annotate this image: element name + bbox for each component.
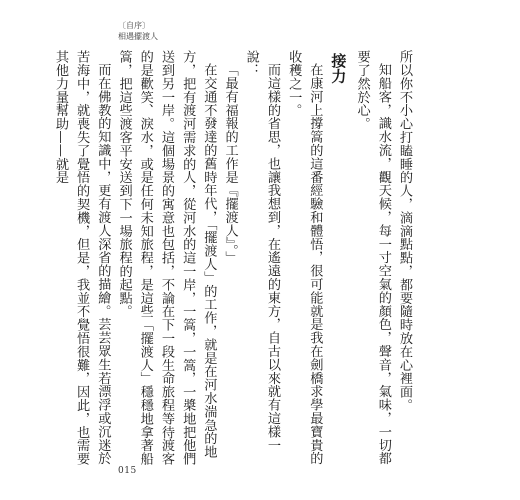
paragraph: 所以你不小心打瞌睡的人，滴滴點點，都要隨時放在心裡面。 bbox=[397, 50, 412, 412]
paragraph: 而在佛教的知識中，更有渡人深省的描繪。芸芸眾生若漂浮或沉迷於苦海中，就喪失了覺悟的契機，但是，我並不覺悟很難，因此，也需要其他力量幫助——就是 bbox=[52, 50, 111, 466]
quote-paragraph: 「最有福報的工作是『擺渡人』。」 bbox=[222, 63, 238, 265]
paragraph: 在康河上撐篙的這番經驗和體悟，很可能就是我在劍橋求學最寶貴的收穫之一。 bbox=[286, 50, 323, 466]
body-text bbox=[52, 50, 415, 470]
page-number: 015 bbox=[118, 466, 137, 476]
running-head-title: 相遇擺渡人 bbox=[118, 32, 158, 41]
paragraph: 而這樣的省思，也讓我想到，在遙遠的東方，自古以來就有這樣一說： bbox=[243, 50, 280, 452]
paragraph: 知船客，識水流，觀天候，每一寸空氣的顏色，聲音，氣味，一切都要了然於心。 bbox=[354, 50, 391, 466]
running-head-section: 〔自序〕 bbox=[118, 21, 150, 30]
paragraph: 在交通不發達的舊時年代，「擺渡人」的工作，就是在河水湍急的地方，把有渡河需求的人，從河水的這一岸，一篙，一篙，一槳地把他們送到另一岸。這個場景的寓意也包括，不論在下一段生命旅程等待渡客的是歡笑、淚水，或是任何未知旅程，是這些「擺渡人」穩穩地拿著船篙，把這些渡客平安送到下一場旅程的起點。 bbox=[116, 50, 217, 466]
section-heading: 接力 bbox=[329, 53, 348, 84]
running-head bbox=[118, 20, 158, 42]
